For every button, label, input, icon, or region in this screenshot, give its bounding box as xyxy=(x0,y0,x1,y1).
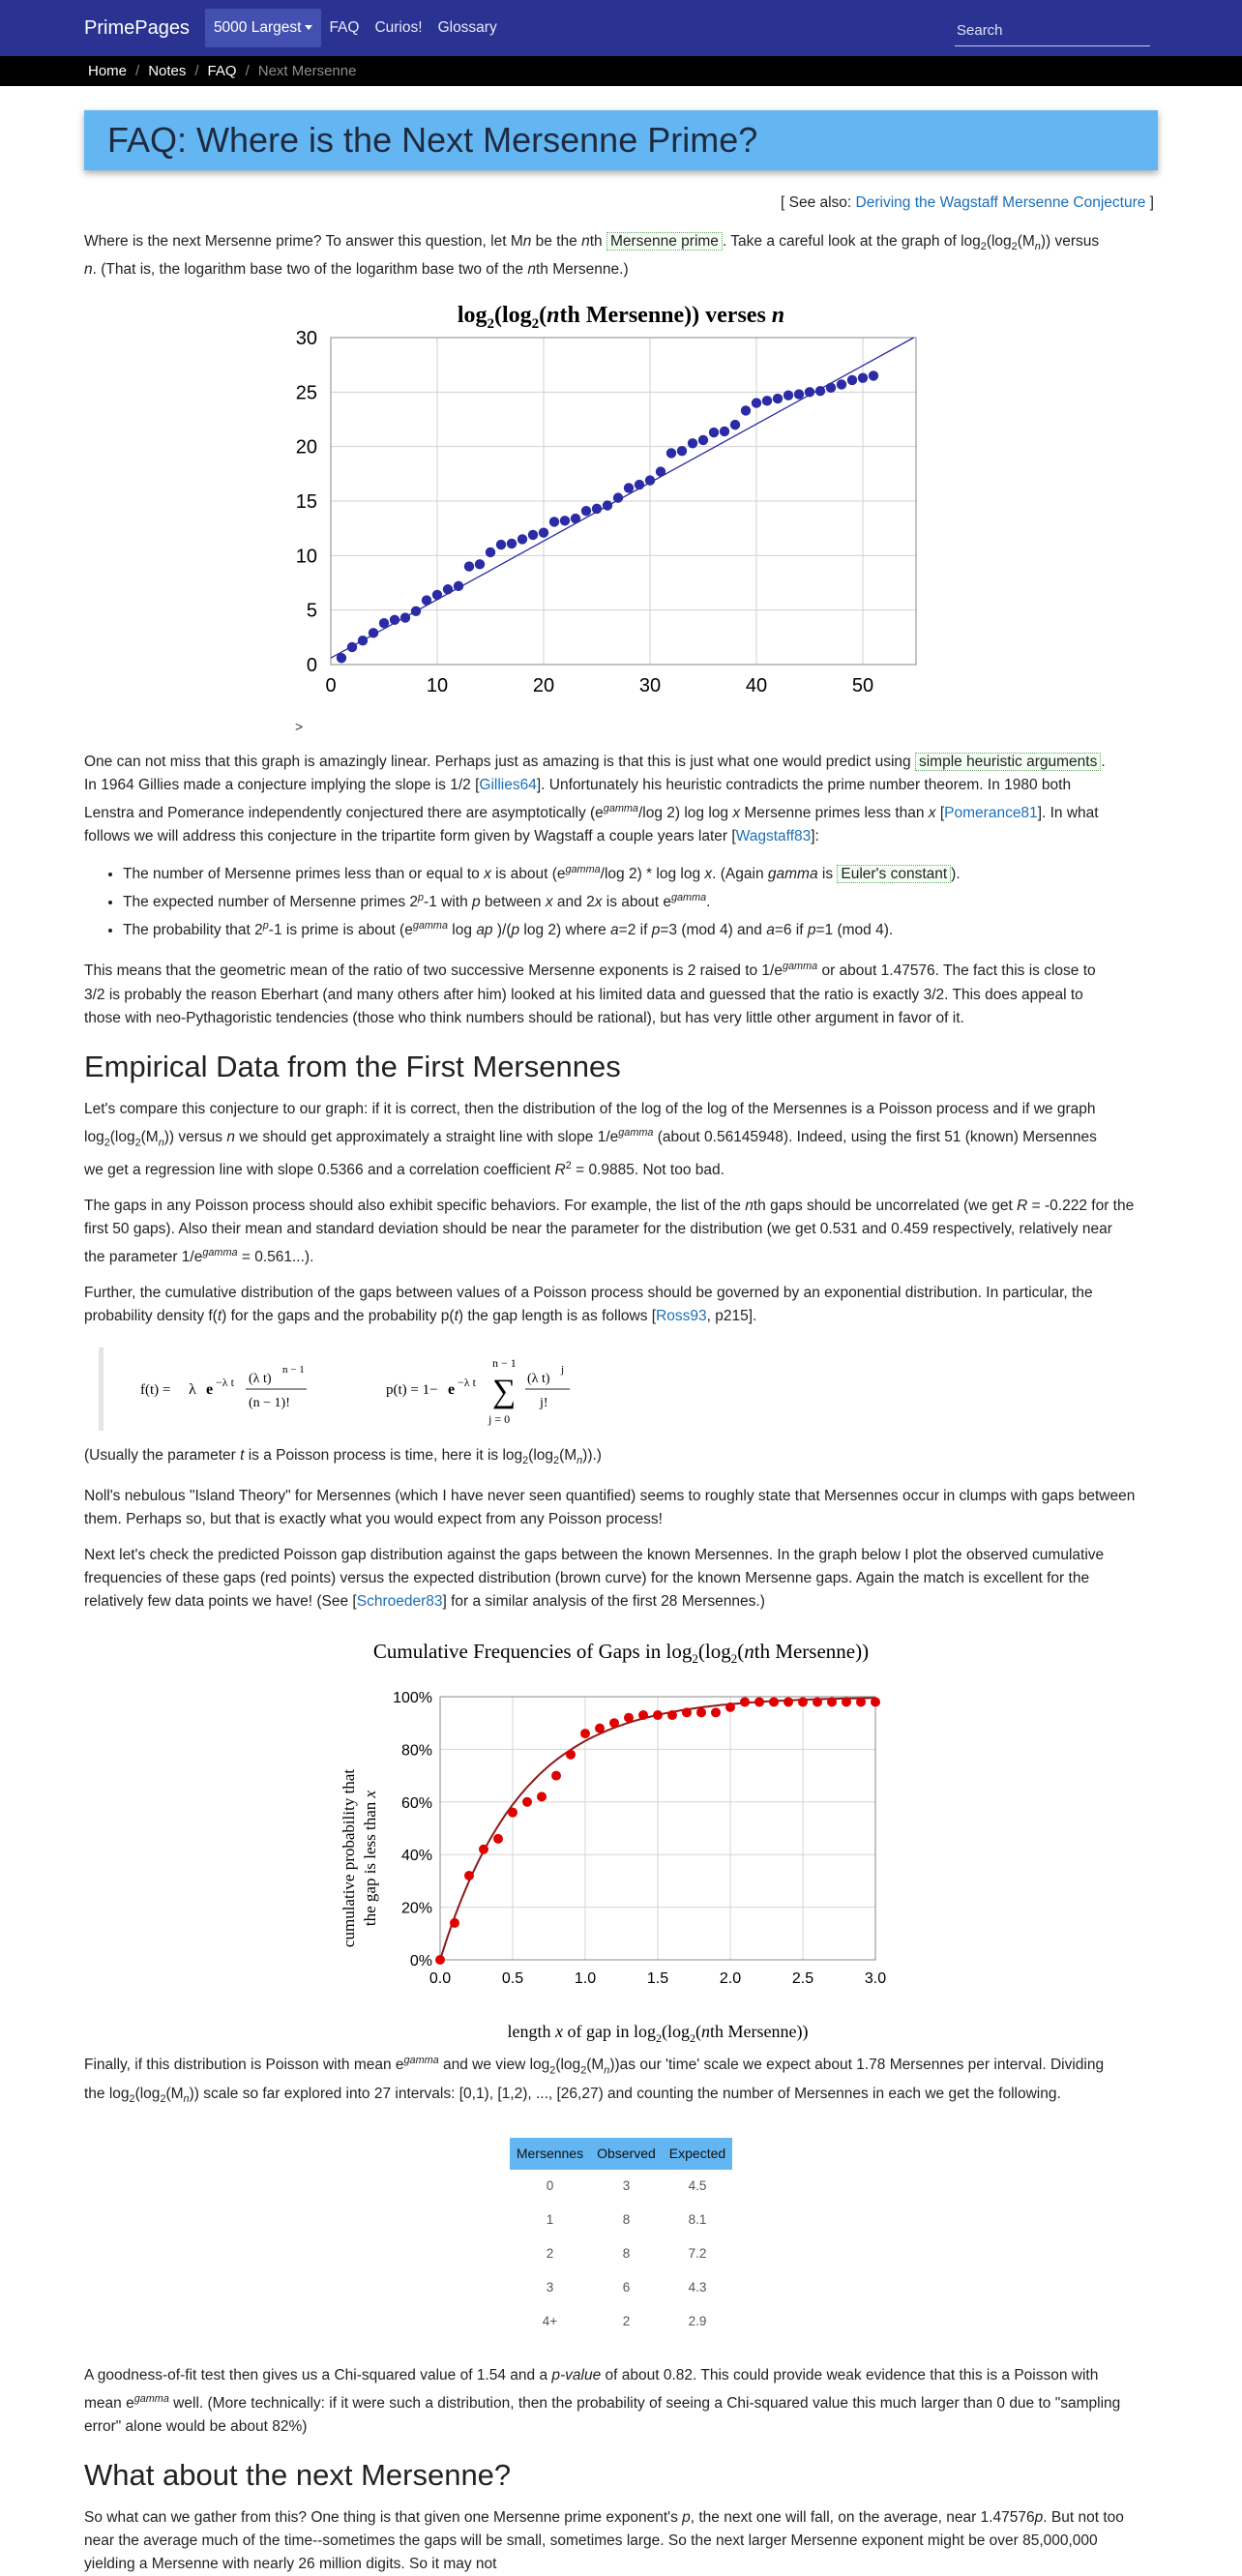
table-row xyxy=(510,2271,732,2305)
breadcrumb xyxy=(0,56,1242,86)
table-cell: 2 xyxy=(546,2246,554,2262)
chart1-data-point xyxy=(677,446,687,456)
conclusion-paragraph: So what can we gather from this? One thing is that given one Mersenne prime exponent's p, the next one will fall, on the average, near 1.47576p. But not too near the average much of the time--sometimes the gaps will be small, sometimes large. So the next larger Mersenne exponent might be over 85,000,000 yielding a Mersenne with nearly 26 million digits. So it may not xyxy=(84,2509,1124,2573)
list-item: • The expected number of Mersenne primes 2$^p$-1 with p between x and 2x is about $e^{gamma}$. xyxy=(123,886,1158,914)
table-cell: 4.3 xyxy=(688,2280,707,2295)
chart1-data-point xyxy=(645,476,655,486)
chart1-data-point xyxy=(496,540,506,549)
chart1-data-point xyxy=(794,389,804,399)
chart1-y-tick-label: 0 xyxy=(306,655,317,677)
title-box xyxy=(84,110,1158,170)
chart2-y-tick-label: 20% xyxy=(400,1900,432,1917)
chart2-data-point xyxy=(827,1698,837,1707)
chart1-data-point xyxy=(475,559,485,569)
gap-frequency-chart xyxy=(331,1631,911,2047)
chart2-data-point xyxy=(479,1845,488,1854)
chart2-data-point xyxy=(667,1710,677,1720)
search-input[interactable] xyxy=(955,15,1150,46)
chart2-x-tick-label: 1.0 xyxy=(574,1970,597,1988)
chart2-data-point xyxy=(711,1708,721,1718)
chart1-data-point xyxy=(422,595,431,605)
table-cell: 1 xyxy=(546,2212,554,2228)
chart1-data-point xyxy=(390,615,399,625)
formula-sum-bottom: j = 0 xyxy=(488,1412,511,1427)
chart1-data-point xyxy=(730,420,740,429)
chart2-data-point xyxy=(551,1771,561,1781)
formula-block xyxy=(99,1347,1158,1431)
formula-p-den: j! xyxy=(540,1396,548,1411)
chart1-data-point xyxy=(358,636,368,645)
chart1-data-point xyxy=(624,483,634,492)
table-cell: 4.5 xyxy=(688,2178,707,2194)
chart1-x-tick-label: 10 xyxy=(426,675,449,697)
chart1-data-point xyxy=(464,562,474,572)
see-also-prefix: [ See also: xyxy=(781,194,856,211)
chart1-y-tick-label: 5 xyxy=(306,600,317,622)
chart1-data-point xyxy=(720,427,729,436)
chart1-data-point xyxy=(486,548,495,557)
formula-nexp: n − 1 xyxy=(282,1364,305,1377)
chart2-data-point xyxy=(595,1724,605,1733)
table-cell: 6 xyxy=(622,2280,631,2295)
chart1-data-point xyxy=(762,396,772,405)
chart1-data-point xyxy=(592,504,602,514)
table-cell: 8 xyxy=(622,2246,631,2262)
site-brand-link[interactable]: PrimePages xyxy=(84,16,190,39)
chart2-data-point xyxy=(682,1708,692,1718)
table-cell: 8 xyxy=(622,2212,631,2228)
chart1-data-point xyxy=(784,391,793,400)
chart2-data-point xyxy=(580,1729,590,1738)
chart1-data-point xyxy=(337,653,346,663)
chart1-data-point xyxy=(560,516,570,525)
chi-squared-paragraph: A goodness-of-fit test then gives us a Chi-squared value of 1.54 and a p-value of about 0.82. This could provide weak evidence that this is a Poisson with mean $e^{gamma}$ well. (More technically: if it were such a distribution, then the probability of seeing a Chi-squared value this much larger than 0 due to "sampling error" alone would be about 82%) xyxy=(84,2366,1121,2436)
formula-den: (n − 1)! xyxy=(249,1396,290,1411)
breadcrumb-sep: / xyxy=(194,62,199,79)
formula-sigma: ∑ xyxy=(492,1374,517,1410)
chart2-x-tick-label: 3.0 xyxy=(864,1970,887,1988)
chart1-data-point xyxy=(837,379,846,389)
chart1-x-tick-label: 50 xyxy=(851,675,874,697)
chart2-data-point xyxy=(798,1698,808,1707)
section-heading-next: What about the next Mersenne? xyxy=(84,2458,512,2493)
pomerance81-link[interactable]: Pomerance81 xyxy=(944,804,1038,821)
gillies64-link[interactable]: Gillies64 xyxy=(479,776,537,793)
formula-p-exp: −λ t xyxy=(458,1376,476,1390)
table-cell: 4+ xyxy=(542,2314,558,2328)
chart2-y-tick-label: 0% xyxy=(409,1953,432,1970)
chart1-data-point xyxy=(656,466,665,476)
chart1-title: $\log_2(\log_2(nth$ Mersenne)) verses n xyxy=(457,303,785,333)
chart1-data-point xyxy=(709,428,719,437)
breadcrumb-home[interactable]: Home xyxy=(88,62,128,79)
table-cell: 0 xyxy=(546,2178,554,2194)
table-header: Mersennes xyxy=(510,2138,590,2171)
chart2-data-point xyxy=(464,1871,474,1880)
comparison-paragraph: Next let's check the predicted Poisson gap distribution against the gaps between the known Mersennes. In the graph below I plot the observed cumulative frequencies of these gaps (red points) versus the expected distribution (brown curve) for the known Mersenne gaps. Again the match is excellent for the relatively few data points we have! (See [Schroeder83] for a similar analysis of the first 28 Mersennes.) xyxy=(84,1547,1105,1611)
nav-largest-dropdown[interactable] xyxy=(205,9,322,47)
exponential-paragraph: Further, the cumulative distribution of the gaps between values of a Poisson process should be governed by an exponential distribution. In particular, the probability density f(t) for the gaps and the probability p(t) the gap length is as follows [Ross93, p215]. xyxy=(84,1285,1093,1325)
chart2-data-point xyxy=(450,1918,459,1928)
chart2-ylabel-line1: cumulative probability that xyxy=(340,1769,358,1948)
heuristic-paragraph: One can not miss that this graph is amazingly linear. Perhaps just as amazing is that this is just what one would predict using simple heuristic arguments . In 1964 Gillies made a conjecture implying the slope is 1/2 [Gillies64]. Unfortunately his heuristic contradicts the prime number theorem. In 1980 both Lenstra and Pomerance independently conjectured there are asymptotically ($e^{gamma}/\log$ 2) log log x Mersenne primes less than x [Pomerance81]. In what follows we will address this conjecture in the tripartite form given by Wagstaff a couple years later [Wagstaff83]: xyxy=(84,753,1106,844)
see-also-suffix: ] xyxy=(1145,194,1154,211)
formula-p-e: e xyxy=(448,1381,456,1399)
chart1-y-tick-label: 20 xyxy=(295,436,317,459)
page-title: FAQ: Where is the Next Mersenne Prime? xyxy=(107,120,758,161)
chart2-y-tick-label: 100% xyxy=(393,1690,432,1707)
intro-paragraph: Where is the next Mersenne prime? To answer this question, let Mn be the nth Mersenne prime . Take a careful look at the graph of $\log_2(\log_2(M_n))$ versus n. (That is, the logarithm base two of the logarithm base two of the nth Mersenne.) xyxy=(84,233,1100,279)
table-cell: 3 xyxy=(622,2178,631,2194)
chart2-x-tick-label: 0.5 xyxy=(501,1970,524,1988)
chart2-data-point xyxy=(653,1710,663,1720)
chart1-data-point xyxy=(826,383,836,393)
chart2-ylabel-line2: the gap is less than x xyxy=(361,1791,379,1927)
chart2-data-point xyxy=(638,1710,648,1720)
chart1-data-point xyxy=(741,405,751,415)
main-content xyxy=(0,110,1242,2576)
nav-largest-label: 5000 Largest xyxy=(213,18,302,36)
table-row xyxy=(510,2204,732,2237)
chart1-y-tick-label: 25 xyxy=(295,382,317,404)
see-also-link[interactable]: Deriving the Wagstaff Mersenne Conjecture xyxy=(855,194,1146,211)
mersenne-linear-chart xyxy=(273,289,969,715)
formula-f-lhs: f(t) = xyxy=(140,1382,171,1399)
chart2-data-point xyxy=(435,1955,445,1965)
formula-e: e xyxy=(206,1381,214,1399)
chart2-y-tick-label: 60% xyxy=(400,1795,432,1813)
geometric-mean-paragraph: This means that the geometric mean of the ratio of two successive Mersenne exponents is 2 raised to $1/e^{gamma}$ or about 1.47576. The fact this is close to 3/2 is probably the reason Eberhart (and many others after him) looked at his limited data and guessed that the ratio is exactly 3/2. This does appeal to those with neo-Pythagoristic tendencies (those who think numbers should be rational), but has very little other argument in favor of it. xyxy=(84,961,1096,1026)
chart1-data-point xyxy=(613,493,623,503)
chart1-data-point xyxy=(347,642,357,652)
chart1-data-point xyxy=(454,581,463,591)
chart2-data-point xyxy=(842,1698,851,1707)
table-header-row xyxy=(510,2138,732,2171)
table-header: Expected xyxy=(663,2138,732,2171)
chart1-data-point xyxy=(752,399,761,408)
breadcrumb-sep: / xyxy=(135,62,140,79)
nav-curios-link[interactable]: Curios! xyxy=(374,18,423,36)
table-cell: 7.2 xyxy=(688,2246,707,2262)
top-navbar xyxy=(0,0,1242,56)
chart1-data-point xyxy=(369,628,378,637)
formula-jexp: j xyxy=(561,1364,565,1377)
table-row xyxy=(510,2237,732,2271)
table-cell: 3 xyxy=(546,2280,554,2295)
chart1-data-point xyxy=(698,435,708,445)
chart1-data-point xyxy=(432,590,442,600)
chart1-data-point xyxy=(688,438,697,448)
chart1-data-point xyxy=(539,528,548,538)
list-item: • The probability that 2$^p$-1 is prime is about ($e^{gamma}$ log ap )/(p log 2) where a=2 if p=3 (mod 4) and a=6 if p=1 (mod 4). xyxy=(123,914,1158,942)
intervals-paragraph: Finally, if this distribution is Poisson with mean $e^{gamma}$ and we view $\log_2(\log_2(M_n))as$ our 'time' scale we expect about 1.78 Mersennes per interval. Dividing the $\log_2(\log_2(M_n))$ scale so far explored into 27 intervals: [0,1), [1,2), ..., [26,27) and counting the number of Mersennes in each we get the following. xyxy=(84,2055,1105,2105)
chart1-x-tick-label: 30 xyxy=(638,675,662,697)
chart2-data-point xyxy=(725,1703,735,1712)
formula-num: (λ t) xyxy=(249,1372,272,1387)
chart1-data-point xyxy=(518,534,527,544)
table-header: Observed xyxy=(590,2138,663,2171)
breadcrumb-notes[interactable]: Notes xyxy=(148,62,187,79)
conjecture-list xyxy=(123,858,1158,942)
chart2-data-point xyxy=(813,1698,822,1707)
chart2-title: Cumulative Frequencies of Gaps in $\log_2(\log_2(nth$ Mersenne)) xyxy=(372,1640,870,1667)
chart2-x-tick-label: 2.5 xyxy=(791,1970,814,1988)
chart1-data-point xyxy=(815,386,825,396)
wagstaff83-link[interactable]: Wagstaff83 xyxy=(735,827,812,844)
chart2-data-point xyxy=(493,1834,503,1844)
formula-p-lhs: p(t) = 1− xyxy=(386,1382,438,1399)
chart1-data-point xyxy=(528,530,538,540)
see-also xyxy=(84,192,1158,215)
chart1-data-point xyxy=(411,607,421,616)
table-cell: 8.1 xyxy=(688,2212,707,2228)
chart1-data-point xyxy=(507,539,517,548)
chart2-y-tick-label: 80% xyxy=(400,1742,432,1760)
chart2-x-tick-label: 0.0 xyxy=(429,1970,452,1988)
chart2-x-tick-label: 2.0 xyxy=(719,1970,742,1988)
chart1-data-point xyxy=(847,375,857,385)
chart1-after-mark: > xyxy=(295,719,304,735)
chart1-y-tick-label: 30 xyxy=(295,328,317,350)
chart2-data-point xyxy=(522,1797,532,1807)
chart1-x-tick-label: 20 xyxy=(532,675,555,697)
chart1-data-point xyxy=(666,448,676,458)
chart2-data-point xyxy=(740,1698,750,1707)
formula-p-num: (λ t) xyxy=(527,1372,550,1387)
chart2-data-point xyxy=(624,1713,634,1723)
chart1-data-point xyxy=(858,373,868,383)
chart2-x-tick-label: 1.5 xyxy=(646,1970,669,1988)
chart2-data-point xyxy=(754,1698,764,1707)
interval-table xyxy=(510,2138,732,2339)
chart1-data-point xyxy=(805,387,814,397)
chart2-y-tick-label: 40% xyxy=(400,1848,432,1865)
formula-exp: −λ t xyxy=(216,1376,234,1390)
chart2-data-point xyxy=(784,1698,793,1707)
chart1-data-point xyxy=(869,370,878,380)
breadcrumb-sep: / xyxy=(245,62,250,79)
table-cell: 2.9 xyxy=(688,2314,707,2328)
gaps-paragraph: The gaps in any Poisson process should also exhibit specific behaviors. For example, the list of the nth gaps should be uncorrelated (we get R = -0.222 for the first 50 gaps). Also their mean and standard deviation should be near the parameter for the distribution (we get 0.531 and 0.459 respectively, relatively near the parameter $1/e^{gamma} = 0.561$...). xyxy=(84,1198,1135,1266)
parameter-paragraph: (Usually the parameter t is a Poisson process is time, here it is $\log_2(\log_2(M_n))$.) xyxy=(84,1447,602,1467)
mersenne-prime-link[interactable]: Mersenne prime xyxy=(606,232,723,251)
chart2-data-point xyxy=(696,1708,706,1718)
chart1-data-point xyxy=(400,612,410,622)
regression-paragraph: Let's compare this conjecture to our graph: if it is correct, then the distribution of the log of the log of the Mersennes is a Poisson process and if we graph $\log_2(\log_2(M_n))$ versus n we should get approximately a straight line with slope $1/e^{gamma}$ (about 0.56145948). Indeed, using the first 51 (known) Mersennes we get a regression line with slope 0.5366 and a correlation coefficient $R^2 = 0.9885$. Not too bad. xyxy=(84,1100,1097,1179)
table-row xyxy=(510,2305,732,2339)
breadcrumb-current: Next Mersenne xyxy=(257,62,357,79)
chart1-data-point xyxy=(571,514,580,523)
table-cell: 2 xyxy=(622,2314,631,2328)
heuristic-link[interactable]: simple heuristic arguments xyxy=(915,753,1101,771)
chart2-data-point xyxy=(609,1718,619,1728)
list-item: • The number of Mersenne primes less than or equal to x is about ($e^{gamma}/\log$ 2) * log log x. (Again gamma is Euler's constant ). xyxy=(123,858,1158,886)
chart2-xlabel: length x of gap in $\log_2(\log_2(nth$ Mersenne)) xyxy=(507,2022,809,2046)
section-heading-empirical: Empirical Data from the First Mersennes xyxy=(84,1049,621,1083)
island-theory-paragraph: Noll's nebulous "Island Theory" for Mersennes (which I have never seen quantified) seems to roughly state that Mersennes occur in clumps with gaps between them. Perhaps so, but that is exactly what you would expect from any Poisson process! xyxy=(84,1488,1136,1528)
breadcrumb-faq[interactable]: FAQ xyxy=(207,62,237,79)
chart1-data-point xyxy=(635,480,644,489)
chart1-x-tick-label: 40 xyxy=(745,675,768,697)
chart1-data-point xyxy=(443,584,453,594)
ross93-link[interactable]: Ross93 xyxy=(656,1308,707,1325)
nav-faq-link[interactable]: FAQ xyxy=(329,18,360,36)
chart1-data-point xyxy=(379,618,389,628)
chart2-data-point xyxy=(566,1750,576,1760)
nav-glossary-link[interactable]: Glossary xyxy=(437,18,497,36)
chart2-data-point xyxy=(856,1698,866,1707)
chart2-data-point xyxy=(769,1698,779,1707)
euler-constant-link[interactable]: Euler's constant xyxy=(837,865,951,883)
density-formulas xyxy=(133,1353,636,1427)
chart2-data-point xyxy=(537,1792,547,1802)
chart1-data-point xyxy=(549,517,559,526)
chart1-y-tick-label: 15 xyxy=(295,491,317,514)
chart2-data-point xyxy=(871,1698,880,1707)
chart2-data-point xyxy=(508,1808,518,1818)
formula-sum-top: n − 1 xyxy=(492,1356,517,1371)
chart1-data-point xyxy=(773,394,783,403)
chart1-data-point xyxy=(581,506,591,516)
formula-lambda: λ xyxy=(189,1381,196,1399)
table-row xyxy=(510,2170,732,2204)
chart1-x-tick-label: 0 xyxy=(325,675,337,697)
chart1-y-tick-label: 10 xyxy=(295,546,317,568)
schroeder83-link[interactable]: Schroeder83 xyxy=(356,1593,443,1611)
caret-down-icon xyxy=(305,25,312,30)
chart1-data-point xyxy=(603,500,612,510)
